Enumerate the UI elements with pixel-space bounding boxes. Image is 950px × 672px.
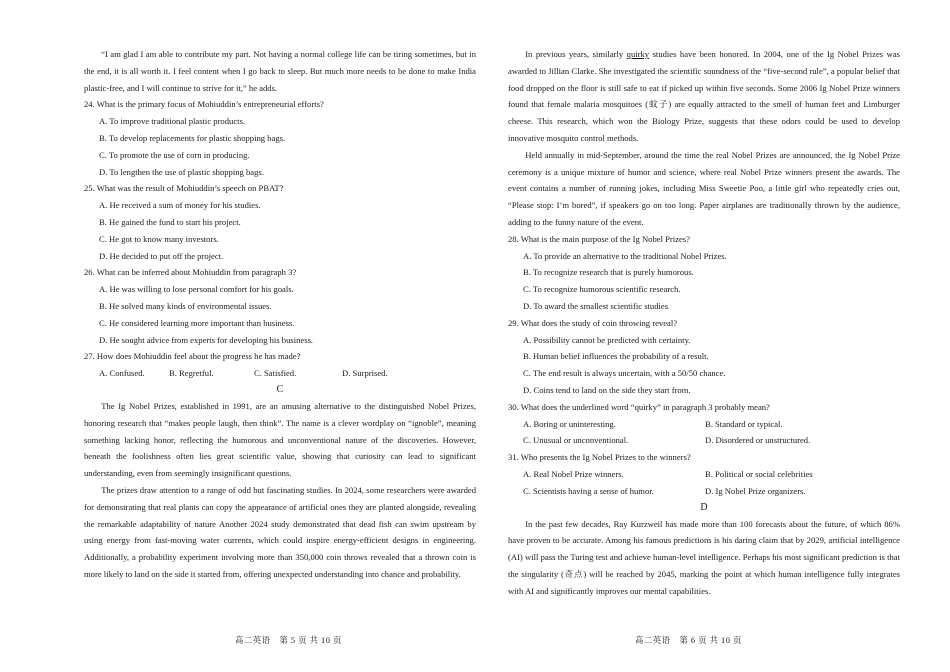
section-d-heading: D bbox=[700, 501, 708, 513]
question-26-stem: 26. What can be inferred about Mohiuddin from paragraph 3? bbox=[84, 267, 297, 278]
question-29-option-a: A. Possibility cannot be predicted with certainty. bbox=[523, 334, 691, 345]
question-26-option-c: C. He considered learning more important than business. bbox=[99, 317, 295, 328]
question-29-option-d: D. Coins tend to land on the side they start from. bbox=[523, 384, 691, 395]
section-c-paragraph-4: Held annually in mid-September, around the time the real Nobel Prizes are announced, the Ig Nobel Prize ceremony is a unique mixture of humor and science, where real Nobel Prize winners present the awards. The event contains a number of running jokes, including Miss Sweetie Poo, a little girl who repeatedly cries out, “Please stop: I’m bored”, if speakers go on too long. Paper airplanes are traditionally thrown by the audience, adding to the funny nature of the event. bbox=[508, 149, 900, 227]
question-24-option-a: A. To improve traditional plastic products. bbox=[99, 116, 246, 127]
question-30-option-b: B. Standard or typical. bbox=[705, 418, 783, 429]
question-30-stem: 30. What does the underlined word “quirky” in paragraph 3 probably mean? bbox=[508, 401, 770, 412]
question-31-option-c: C. Scientists having a sense of humor. bbox=[523, 485, 654, 496]
question-31-option-a: A. Real Nobel Prize winners. bbox=[523, 468, 624, 479]
question-25-stem: 25. What was the result of Mohiuddin’s speech on PBAT? bbox=[84, 183, 284, 194]
question-26-option-b: B. He solved many kinds of environmental issues. bbox=[99, 300, 272, 311]
section-c-paragraph-3 bbox=[508, 46, 900, 147]
quote-paragraph: “I am glad I am able to contribute my part. Not having a normal college life can be tiring sometimes, but in the end, it is all worth it. I feel content when I go back to sleep. But much more needs to be done to make India plastic-free, and I will continue to strive for it,” he adds. bbox=[84, 49, 476, 93]
section-c-heading: C bbox=[276, 383, 284, 395]
question-28-option-a: A. To provide an alternative to the traditional Nobel Prizes. bbox=[523, 250, 727, 261]
question-31-stem: 31. Who presents the Ig Nobel Prizes to the winners? bbox=[508, 452, 691, 463]
question-28-stem: 28. What is the main purpose of the Ig Nobel Prizes? bbox=[508, 233, 690, 244]
question-30-options-row-2 bbox=[508, 432, 900, 449]
section-c-paragraph-2: The prizes draw attention to a range of odd but fascinating studies. In 2024, some researchers were awarded for demonstrating that real plants can copy the appearance of artificial ones they are planted alongside, revealing the remarkable adaptability of nature Another 2024 study demonstrated that dead fish can swim upstream by using energy from fast-moving water currents, which could inspire energy-efficient designs in engineering. Additionally, a probability experiment involving more than 350,000 coin throws revealed that a thrown coin is more likely to land on the side it started from, offering unexpected understanding into chance and probability. bbox=[84, 484, 476, 579]
question-31-option-b: B. Political or social celebrities bbox=[705, 468, 813, 479]
paragraph-3-text-after: studies have been honored. In 2004, one of the Ig Nobel Prizes was awarded to Jillian Clarke. She investigated the scientific soundness of the “five-second rule”, a popular belief that food dropped on the floor is still safe to eat if picked up within five seconds. Some 2006 Ig Nobel Prize winners found that female malaria mosquitoes (蚊子) are equally attracted to the smell of human feet and Limburger cheese. This research, which won the Biology Prize, suggests that these odors could be used to develop innovative mosquito control methods. bbox=[508, 49, 900, 143]
question-25-option-c: C. He got to know many investors. bbox=[99, 233, 219, 244]
question-24-stem: 24. What is the primary focus of Mohiuddin’s entrepreneurial efforts? bbox=[84, 99, 324, 110]
section-c-paragraph-1: The Ig Nobel Prizes, established in 1991, are an amusing alternative to the distinguished Nobel Prizes, honoring research that “makes people laugh, then think”. The name is a clever wordplay on “ignoble”, meaning something lacking honor, reflecting the humorous and unconventional nature of the discoveries. However, beneath the foolishness often lies great scientific value, showing that curiosity can lead to significant understanding, even from seemingly insignificant questions. bbox=[84, 400, 476, 479]
question-27-stem: 27. How does Mohiuddin feel about the progress he has made? bbox=[84, 351, 301, 362]
question-28-option-b: B. To recognize research that is purely humorous. bbox=[523, 267, 694, 278]
question-31-option-d: D. Ig Nobel Prize organizers. bbox=[705, 485, 806, 496]
section-d-paragraph-1: In the past few decades, Ray Kurzweil has made more than 100 forecasts about the future, of which 86% have proven to be accurate. Among his famous predictions is his daring claim that by 2029, artificial intelligence (AI) will pass the Turing test and achieve human-level intelligence. Perhaps his most significant prediction is that the singularity (奇点) will be reached by 2045, marking the point at which human intelligence fully integrates with AI and significantly improves our mental capabilities. bbox=[508, 518, 900, 596]
question-30-options-row-1 bbox=[508, 416, 900, 433]
question-27-option-c: C. Satisfied. bbox=[254, 368, 297, 379]
question-29-stem: 29. What does the study of coin throwing reveal? bbox=[508, 317, 678, 328]
question-29-option-c: C. The end result is always uncertain, with a 50/50 chance. bbox=[523, 368, 726, 379]
question-24-option-b: B. To develop replacements for plastic shopping bags. bbox=[99, 132, 286, 143]
question-31-options-row-1 bbox=[508, 466, 900, 483]
page-footer-right: 高二英语 第 6 页 共 10 页 bbox=[635, 636, 742, 645]
question-30-option-d: D. Disordered or unstructured. bbox=[705, 435, 811, 446]
underlined-word-quirky: quirky bbox=[626, 49, 650, 59]
question-28-option-c: C. To recognize humorous scientific research. bbox=[523, 284, 681, 295]
question-30-option-c: C. Unusual or unconventional. bbox=[523, 435, 629, 446]
left-column bbox=[84, 46, 476, 583]
question-30-option-a: A. Boring or uninteresting. bbox=[523, 418, 616, 429]
question-25-option-a: A. He received a sum of money for his studies. bbox=[99, 200, 261, 211]
question-27-option-a: A. Confused. bbox=[99, 368, 145, 379]
question-28-option-d: D. To award the smallest scientific studies bbox=[523, 300, 669, 311]
question-27-option-d: D. Surprised. bbox=[342, 368, 388, 379]
question-24-option-c: C. To promote the use of corn in producing. bbox=[99, 149, 250, 160]
question-31-options-row-2 bbox=[508, 483, 900, 500]
question-25-option-b: B. He gained the fund to start his project. bbox=[99, 216, 241, 227]
right-column bbox=[508, 46, 900, 600]
question-26-option-a: A. He was willing to lose personal comfort for his goals. bbox=[99, 284, 294, 295]
question-29-option-b: B. Human belief influences the probability of a result. bbox=[523, 351, 709, 362]
question-27-options bbox=[84, 365, 476, 382]
question-26-option-d: D. He sought advice from experts for developing his business. bbox=[99, 334, 314, 345]
question-27-option-b: B. Regretful. bbox=[169, 368, 214, 379]
question-25-option-d: D. He decided to put off the project. bbox=[99, 250, 224, 261]
page-footer-left: 高二英语 第 5 页 共 10 页 bbox=[235, 636, 342, 645]
question-24-option-d: D. To lengthen the use of plastic shopping bags. bbox=[99, 166, 264, 177]
paragraph-3-text-before: In previous years, similarly bbox=[525, 49, 627, 59]
